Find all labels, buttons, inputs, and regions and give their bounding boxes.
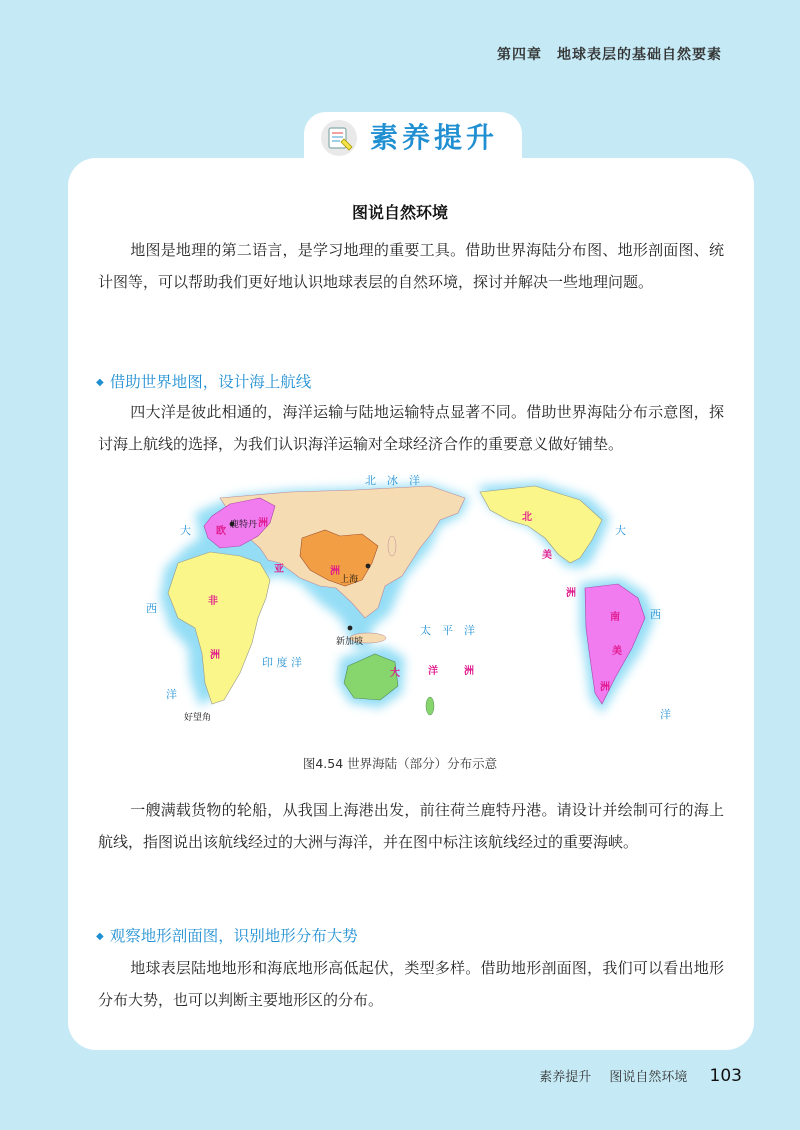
continent-label-sa-3: 洲 bbox=[600, 682, 610, 693]
banner-title: 素养提升 bbox=[370, 121, 499, 154]
continent-label-na-2: 美 bbox=[542, 550, 552, 561]
continent-label-africa-1: 非 bbox=[208, 596, 218, 607]
place-label-singapore: 新加坡 bbox=[336, 637, 364, 647]
notebook-pencil-icon bbox=[320, 119, 358, 157]
part2-heading: ◆ 观察地形剖面图，识别地形分布大势 bbox=[96, 927, 358, 945]
intro-paragraph bbox=[98, 234, 724, 298]
footer-section: 素养提升 bbox=[539, 1070, 592, 1085]
ocean-label-atlantic-west-1: 大 bbox=[180, 524, 191, 537]
continent-label-oceania-1: 大 bbox=[390, 668, 400, 679]
continent-label-oceania-2: 洋 bbox=[428, 666, 438, 677]
part1-task-paragraph bbox=[98, 794, 724, 858]
place-label-rotterdam: 鹿特丹 bbox=[230, 520, 258, 530]
continent-label-oceania-3: 洲 bbox=[464, 666, 474, 677]
ocean-label-indian: 印 度 洋 bbox=[262, 656, 302, 669]
footer-title: 图说自然环境 bbox=[609, 1070, 688, 1085]
footer bbox=[525, 1066, 742, 1086]
continent-label-africa-2: 洲 bbox=[210, 650, 220, 661]
chapter-title: 第四章 地球表层的基础自然要素 bbox=[497, 47, 722, 63]
ocean-label-atlantic-west-2: 西 bbox=[146, 602, 157, 615]
japan-island bbox=[388, 536, 396, 556]
world-map bbox=[140, 468, 700, 738]
continent-label-sa-1: 南 bbox=[610, 612, 620, 623]
part1-task-text: 一艘满载货物的轮船，从我国上海港出发，前往荷兰鹿特丹港。请设计并绘制可行的海上航线，指图说出该航线经过的大洲与海洋，并在图中标注该航线经过的重要海峡。 bbox=[98, 801, 724, 851]
singapore-dot bbox=[348, 626, 353, 631]
continent-label-europe-1: 欧 bbox=[216, 526, 226, 537]
continent-label-europe-2: 洲 bbox=[258, 518, 268, 529]
shanghai-dot bbox=[366, 564, 371, 569]
ocean-label-atlantic-west-3: 洋 bbox=[166, 688, 177, 701]
part2-heading-text: 观察地形剖面图，识别地形分布大势 bbox=[109, 927, 358, 945]
ocean-label-atlantic-east-3: 洋 bbox=[660, 708, 671, 721]
intro-text: 地图是地理的第二语言，是学习地理的重要工具。借助世界海陆分布图、地形剖面图、统计图等，可以帮助我们更好地认识地球表层的自然环境，探讨并解决一些地理问题。 bbox=[98, 241, 724, 291]
ocean-label-arctic: 北 冰 洋 bbox=[365, 474, 420, 487]
continent-label-asia-1: 亚 bbox=[274, 564, 284, 575]
new-zealand-island bbox=[426, 697, 434, 715]
part1-heading: ◆ 借助世界地图，设计海上航线 bbox=[96, 373, 312, 391]
ocean-label-pacific: 太 平 洋 bbox=[420, 624, 475, 637]
continent-label-sa-2: 美 bbox=[612, 646, 622, 657]
part1-heading-text: 借助世界地图，设计海上航线 bbox=[109, 373, 312, 391]
part2-paragraph bbox=[98, 952, 724, 1016]
page-number: 103 bbox=[709, 1066, 742, 1086]
place-label-shanghai: 上海 bbox=[340, 575, 359, 585]
ocean-label-atlantic-east-2: 西 bbox=[650, 608, 661, 621]
part1-paragraph bbox=[98, 396, 724, 460]
part1-text: 四大洋是彼此相通的，海洋运输与陆地运输特点显著不同。借助世界海陆分布示意图，探讨海上航线的选择，为我们认识海洋运输对全球经济合作的重要意义做好铺垫。 bbox=[98, 403, 724, 453]
continent-label-asia-2: 洲 bbox=[330, 566, 340, 577]
map-caption: 图4.54 世界海陆（部分）分布示意 bbox=[302, 756, 498, 771]
ocean-label-atlantic-east-1: 大 bbox=[615, 524, 626, 537]
section-title: 图说自然环境 bbox=[351, 203, 448, 222]
place-label-good-hope: 好望角 bbox=[184, 713, 212, 723]
continent-label-na-1: 北 bbox=[522, 512, 532, 523]
continent-label-na-3: 洲 bbox=[566, 588, 576, 599]
part2-text: 地球表层陆地地形和海底地形高低起伏，类型多样。借助地形剖面图，我们可以看出地形分布大势，也可以判断主要地形区的分布。 bbox=[98, 959, 724, 1009]
